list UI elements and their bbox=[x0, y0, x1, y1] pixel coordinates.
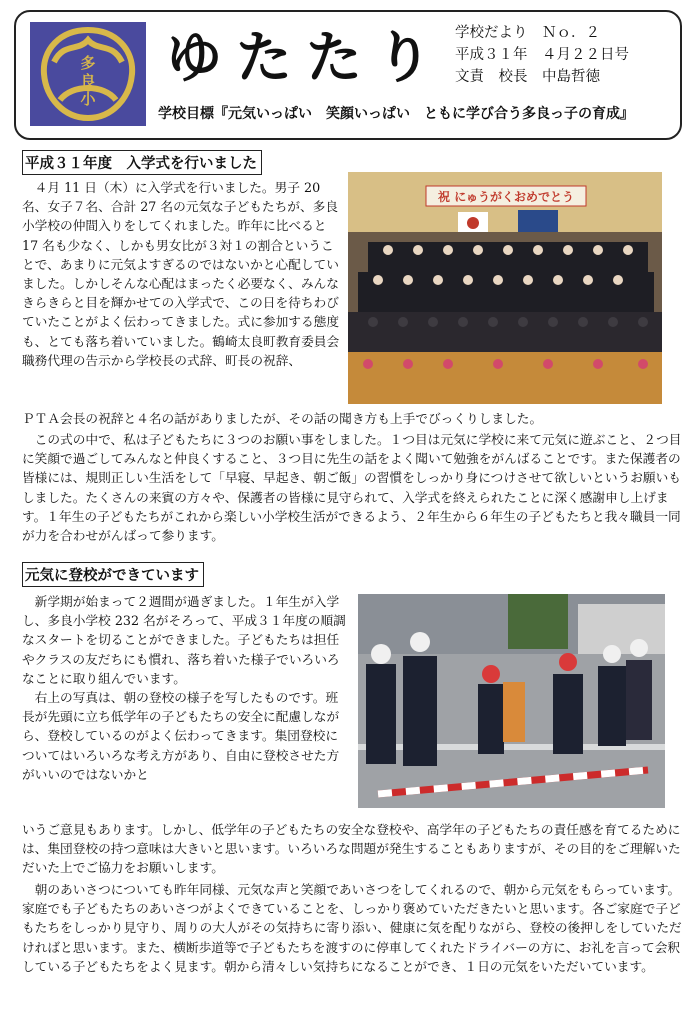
svg-text:小: 小 bbox=[80, 90, 96, 108]
ceremony-paragraph-1: ４月 11 日（木）に入学式を行いました。男子 20 名、女子７名、合計 27 名の元気な子どもたちが、多良小学校の仲間入りをしてくれました。昨年に比べると 17 名も少なく、しかも男女比が３対１の割合ということで、あまりに元気よすぎるのではないかと心配していました。しかしそんな心配はまったく必要なく、みんなきらきらと目を輝かせての入学式で、この日を待ちわびていたことがよく伝わってきました。式に参加する態度も、とても落ち着いていました。鶴崎太良町教育委員会職務代理の告示から学校長の式辞、町長の祝辞、 bbox=[22, 180, 340, 368]
ceremony-paragraph-2: この式の中で、私は子どもたちに３つのお願い事をしました。１つ目は元気に学校に来て元気に遊ぶこと、２つ目に笑顔で過ごしてみんなと仲良くすること、３つ目に先生の話をよく聞いて勉強をがんばることです。また保護者の皆様には、規則正しい生活をして「早寝、早起き、朝ご飯」の習慣をしっかり身につけさせて欲しいというお願いもしました。たくさんの来賓の方々や、保護者の皆様に見守られて、入学式を終えられたことに深く感謝申し上げます。１年生の子どもたちがこれから楽しい小学校生活ができるよう、２年生から６年生の子どもたちと我々職員一同が力を合わせがんばって参ります。 bbox=[22, 432, 682, 544]
issue-number: 学校だより Ｎｏ．２ bbox=[455, 25, 600, 41]
ceremony-group-photo bbox=[348, 172, 662, 404]
school-motto: 学校目標『元気いっぱい 笑顔いっぱい ともに学び合う多良っ子の育成』 bbox=[158, 106, 634, 122]
newsletter-title: ゆたたり bbox=[166, 26, 446, 91]
svg-text:良: 良 bbox=[80, 72, 96, 90]
section-title-commute: 元気に登校ができています bbox=[22, 562, 204, 587]
editor-line: 文責 校長 中島哲徳 bbox=[455, 69, 600, 85]
ceremony-banner-text: 祝 にゅうがくおめでとう bbox=[438, 190, 574, 204]
commute-photo bbox=[358, 594, 665, 808]
school-emblem-logo bbox=[30, 22, 146, 126]
section-title-ceremony: 平成３１年度 入学式を行いました bbox=[22, 150, 262, 175]
commute-paragraph-3: 朝のあいさつについても昨年同様、元気な声と笑顔であいさつをしてくれるので、朝から元気をもらっています。家庭でも子どもたちのあいさつがよくできていることを、しっかり褒めていただきたいと思います。各ご家庭で子どもたちをしっかり見守り、周りの大人がその気持ちに寄り添い、健康に気を配りながら、登校の後押しをしていただければと思います。また、横断歩道等で子どもたちを渡すのに停車してくれたドライバーの方に、お礼を言って会釈している子どもたちをよく見ます。朝から清々しい気持ちになることができ、１日の元気をいただいています。 bbox=[22, 882, 682, 974]
commute-paragraph-2-continued: いうご意見もあります。しかし、低学年の子どもたちの安全な登校や、高学年の子どもたちの責任感を育てるためには、集団登校の持つ意味は大きいと思います。いろいろな問題が発生することもありますが、その目的をご理解いただいた上でご協力をお願いします。 bbox=[22, 822, 681, 876]
commute-intro: 新学期が始まって２週間が過ぎました。１年生が入学し、多良小学校 232 名がそろって、平成３１年度の順調なスタートを切ることができました。子どもたちは担任やクラスの友だちにも慣れ、落ち着いた様子でいろいろなことに取り組んでいます。 bbox=[22, 594, 346, 686]
commute-photo-description: 右上の写真は、朝の登校の様子を写したものです。班長が先頭に立ち低学年の子どもたちの安全に配慮しながら、登校しているのがよく伝わってきます。集団登校についてはいろいろな考え方があり、自由に登校させた方がいいのではないかと bbox=[22, 690, 340, 782]
issue-date: 平成３１年 ４月２２日号 bbox=[455, 47, 629, 63]
ceremony-paragraph-1-continued: ＰＴＡ会長の祝辞と４名の話がありましたが、その話の聞き方も上手でびっくりしました。 bbox=[22, 411, 543, 426]
issue-info bbox=[455, 22, 629, 88]
commute-paragraph-1 bbox=[22, 592, 350, 784]
svg-text:多: 多 bbox=[80, 54, 96, 72]
